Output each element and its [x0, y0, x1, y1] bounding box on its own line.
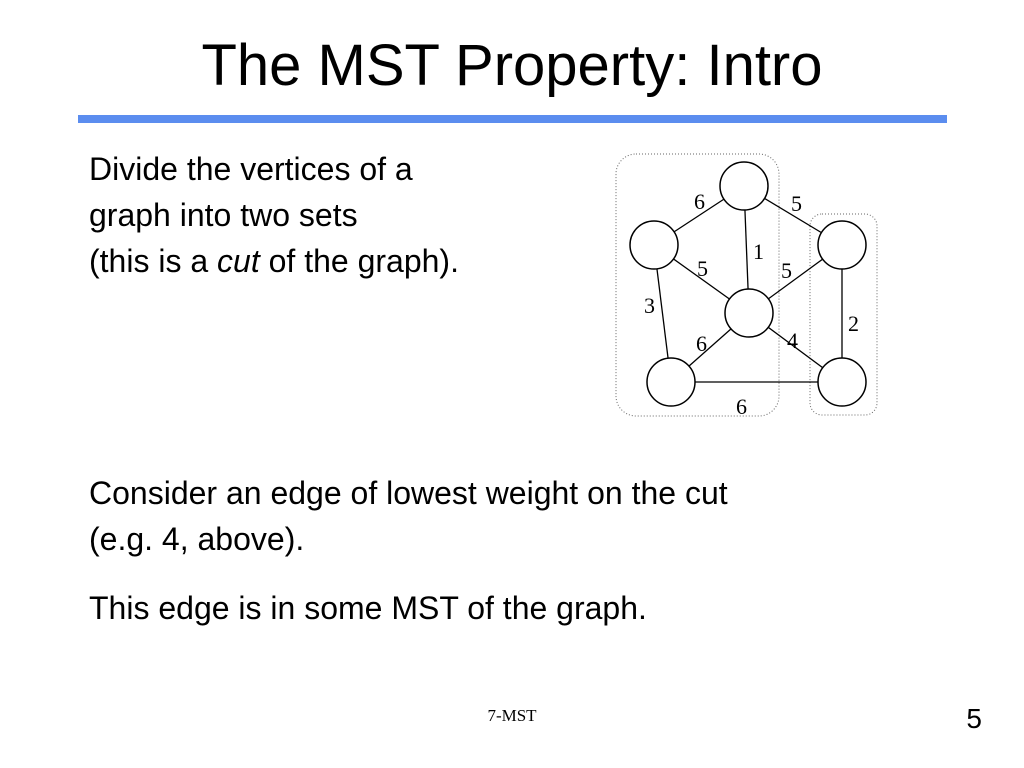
title-rule — [78, 115, 947, 123]
consider-text — [89, 470, 949, 562]
weight-label-right-bottom: 2 — [848, 311, 859, 336]
intro-line-3-suffix: of the graph). — [259, 243, 459, 279]
conclusion-text: This edge is in some MST of the graph. — [89, 590, 647, 626]
weight-label-top-center: 1 — [753, 239, 764, 264]
weight-label-top-right: 5 — [791, 191, 802, 216]
vertex-right — [818, 221, 866, 269]
vertex-left — [630, 221, 678, 269]
weight-label-bottom: 6 — [736, 394, 747, 419]
slide-title: The MST Property: Intro — [201, 33, 823, 98]
page-number: 5 — [966, 703, 982, 734]
vertex-bottom-right — [818, 358, 866, 406]
graph-edges — [654, 186, 842, 382]
weight-label-left-bottom: 3 — [644, 293, 655, 318]
intro-line-2: graph into two sets — [89, 197, 358, 233]
vertex-center — [725, 289, 773, 337]
cut-graph-diagram — [610, 150, 890, 425]
slide-footer: 7-MST — [487, 706, 537, 725]
weight-label-top-left: 6 — [694, 189, 705, 214]
vertex-top — [720, 162, 768, 210]
vertex-bottom-left — [647, 358, 695, 406]
intro-line-1: Divide the vertices of a — [89, 151, 413, 187]
intro-line-3-prefix: (this is a — [89, 243, 218, 279]
weight-label-left-center: 5 — [697, 256, 708, 281]
weight-label-center-bottom-right: 4 — [787, 328, 798, 353]
intro-text — [89, 146, 589, 284]
consider-line-1: Consider an edge of lowest weight on the cut — [89, 475, 728, 511]
consider-line-2: (e.g. 4, above). — [89, 521, 305, 557]
weight-label-right-center: 5 — [781, 258, 792, 283]
title-rule-bar — [78, 115, 947, 123]
intro-line-3 — [89, 238, 589, 284]
cut-emphasis: cut — [217, 243, 260, 279]
weight-label-center-bottom-left: 6 — [696, 331, 707, 356]
